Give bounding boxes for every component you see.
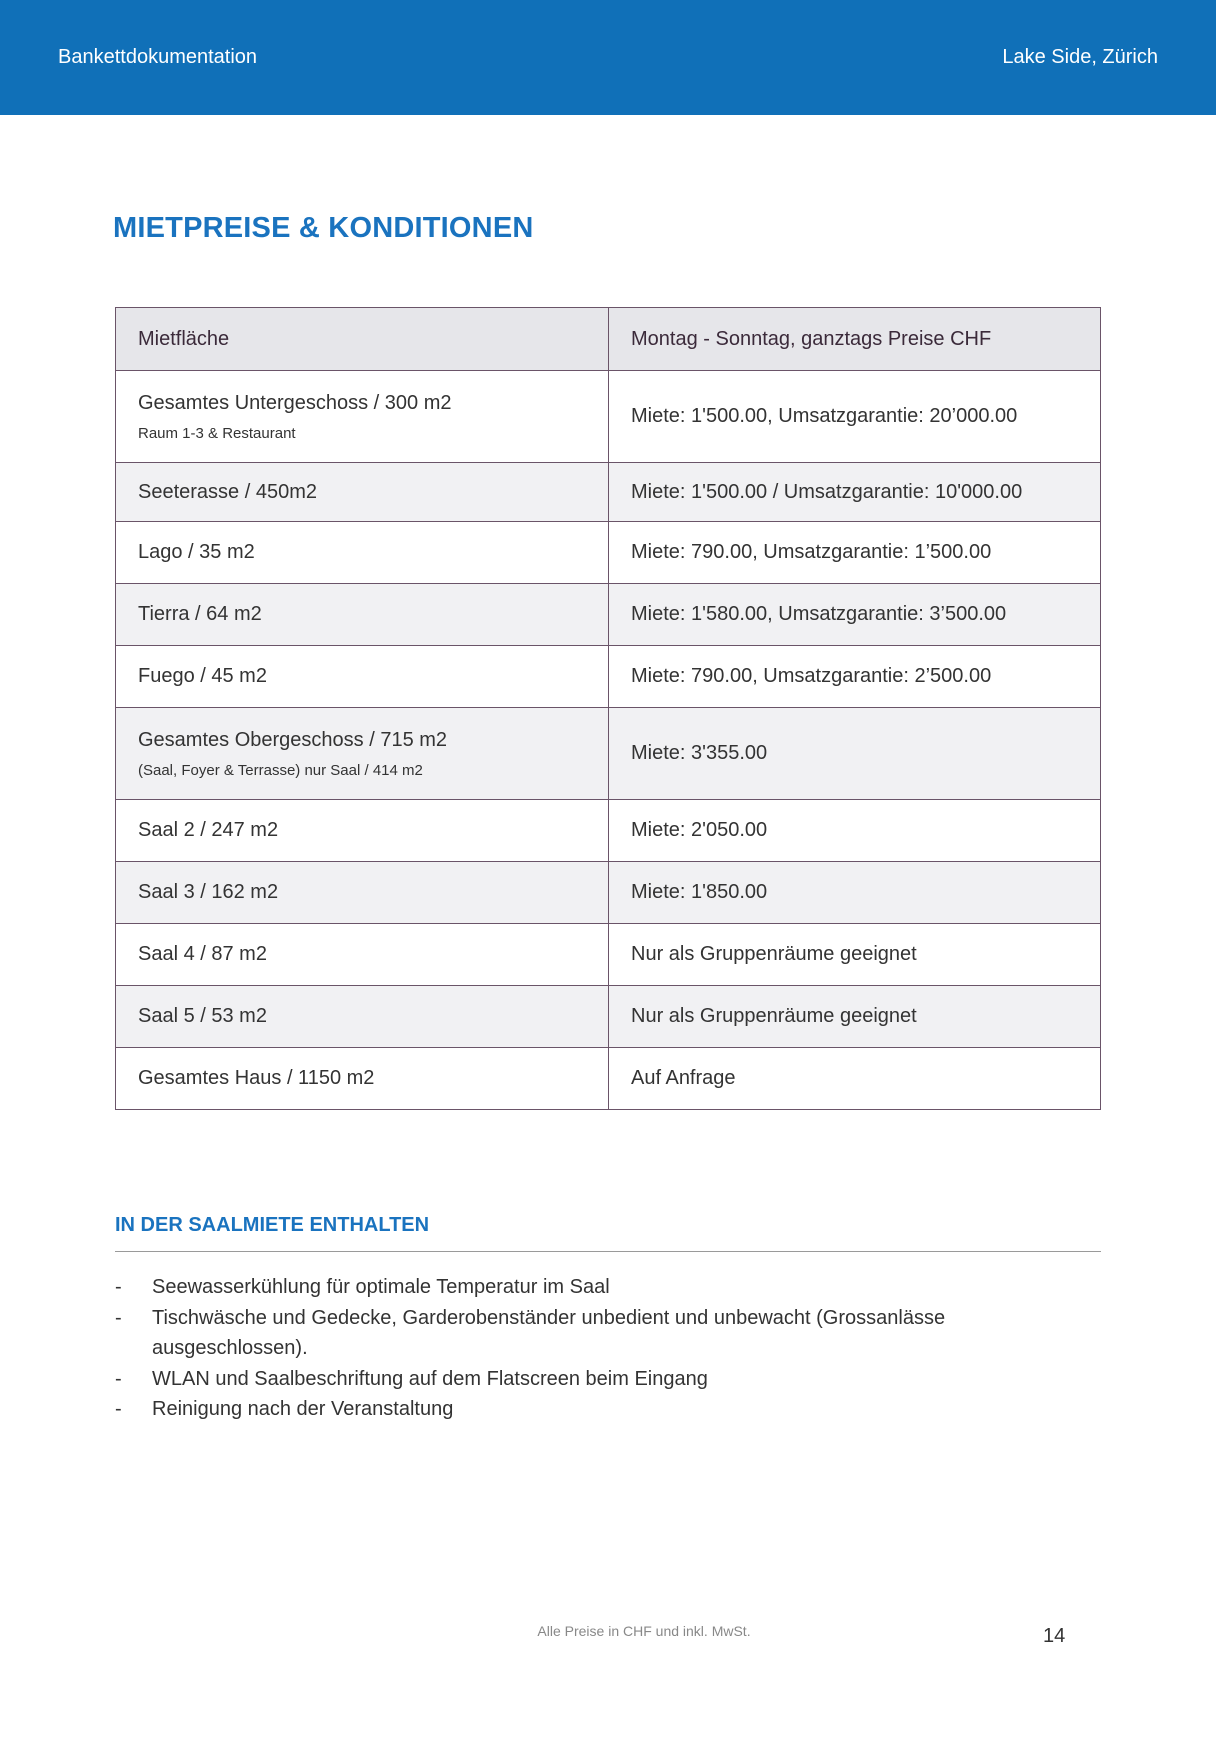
area-sublabel: Raum 1-3 & Restaurant [138,424,296,442]
price-cell: Miete: 1'500.00, Umsatzgarantie: 20’000.00 [609,371,1101,463]
table-row [116,463,1101,522]
list-item [115,1303,975,1364]
area-sublabel: (Saal, Foyer & Terrasse) nur Saal / 414 m2 [138,761,423,779]
bullet-dash: - [115,1367,122,1390]
price-cell: Nur als Gruppenräume geeignet [609,986,1101,1048]
area-cell: Gesamtes Haus / 1150 m2 [116,1048,609,1110]
price-cell: Miete: 2'050.00 [609,800,1101,862]
price-cell: Miete: 1'850.00 [609,862,1101,924]
table-row [116,584,1101,646]
table-row [116,800,1101,862]
area-cell [116,371,609,463]
table-row [116,986,1101,1048]
table-row [116,1048,1101,1110]
area-cell: Saal 5 / 53 m2 [116,986,609,1048]
price-cell: Miete: 1'500.00 / Umsatzgarantie: 10'000.00 [609,463,1101,522]
table-row [116,371,1101,463]
table-row [116,862,1101,924]
section-title-included: IN DER SAALMIETE ENTHALTEN [115,1214,430,1236]
area-label: Gesamtes Untergeschoss / 300 m2 [138,391,452,414]
section-divider [115,1251,1101,1252]
area-cell: Lago / 35 m2 [116,522,609,584]
table-row [116,646,1101,708]
page-title: MIETPREISE & KONDITIONEN [113,212,534,244]
area-cell: Seeterasse / 450m2 [116,463,609,522]
price-cell: Miete: 1'580.00, Umsatzgarantie: 3’500.00 [609,584,1101,646]
column-header-price: Montag - Sonntag, ganztags Preise CHF [609,308,1101,371]
list-item-text: Seewasserkühlung für optimale Temperatur im Saal [152,1276,610,1298]
area-cell: Saal 3 / 162 m2 [116,862,609,924]
price-table [115,307,1101,1110]
header-bar [0,0,1216,115]
table-row [116,708,1101,800]
area-cell: Saal 4 / 87 m2 [116,924,609,986]
header-document-title: Bankettdokumentation [58,46,258,68]
bullet-dash: - [115,1398,122,1420]
area-cell [116,708,609,800]
list-item [115,1272,975,1303]
column-header-area: Mietfläche [116,308,609,371]
price-cell: Nur als Gruppenräume geeignet [609,924,1101,986]
area-cell: Saal 2 / 247 m2 [116,800,609,862]
table-row [116,924,1101,986]
bullet-dash: - [115,1276,122,1298]
price-cell: Miete: 790.00, Umsatzgarantie: 2’500.00 [609,646,1101,708]
area-cell: Tierra / 64 m2 [116,584,609,646]
page-number: 14 [1043,1625,1066,1647]
header-location: Lake Side, Zürich [1002,46,1158,68]
bullet-dash: - [115,1306,122,1329]
table-row [116,522,1101,584]
footer-note: Alle Preise in CHF und inkl. MwSt. [537,1623,751,1639]
list-item-text: Tischwäsche und Gedecke, Garderobenständer unbedient und unbewacht (Grossanlässe ausgeschlossen). [152,1306,946,1359]
area-label: Gesamtes Obergeschoss / 715 m2 [138,728,448,751]
price-cell: Miete: 790.00, Umsatzgarantie: 1’500.00 [609,522,1101,584]
list-item-text: WLAN und Saalbeschriftung auf dem Flatscreen beim Eingang [152,1367,708,1390]
list-item-text: Reinigung nach der Veranstaltung [152,1398,454,1420]
included-list [115,1272,975,1425]
area-cell: Fuego / 45 m2 [116,646,609,708]
list-item [115,1394,975,1425]
list-item [115,1364,975,1395]
price-cell: Auf Anfrage [609,1048,1101,1110]
table-header-row [116,308,1101,371]
price-cell: Miete: 3'355.00 [609,708,1101,800]
